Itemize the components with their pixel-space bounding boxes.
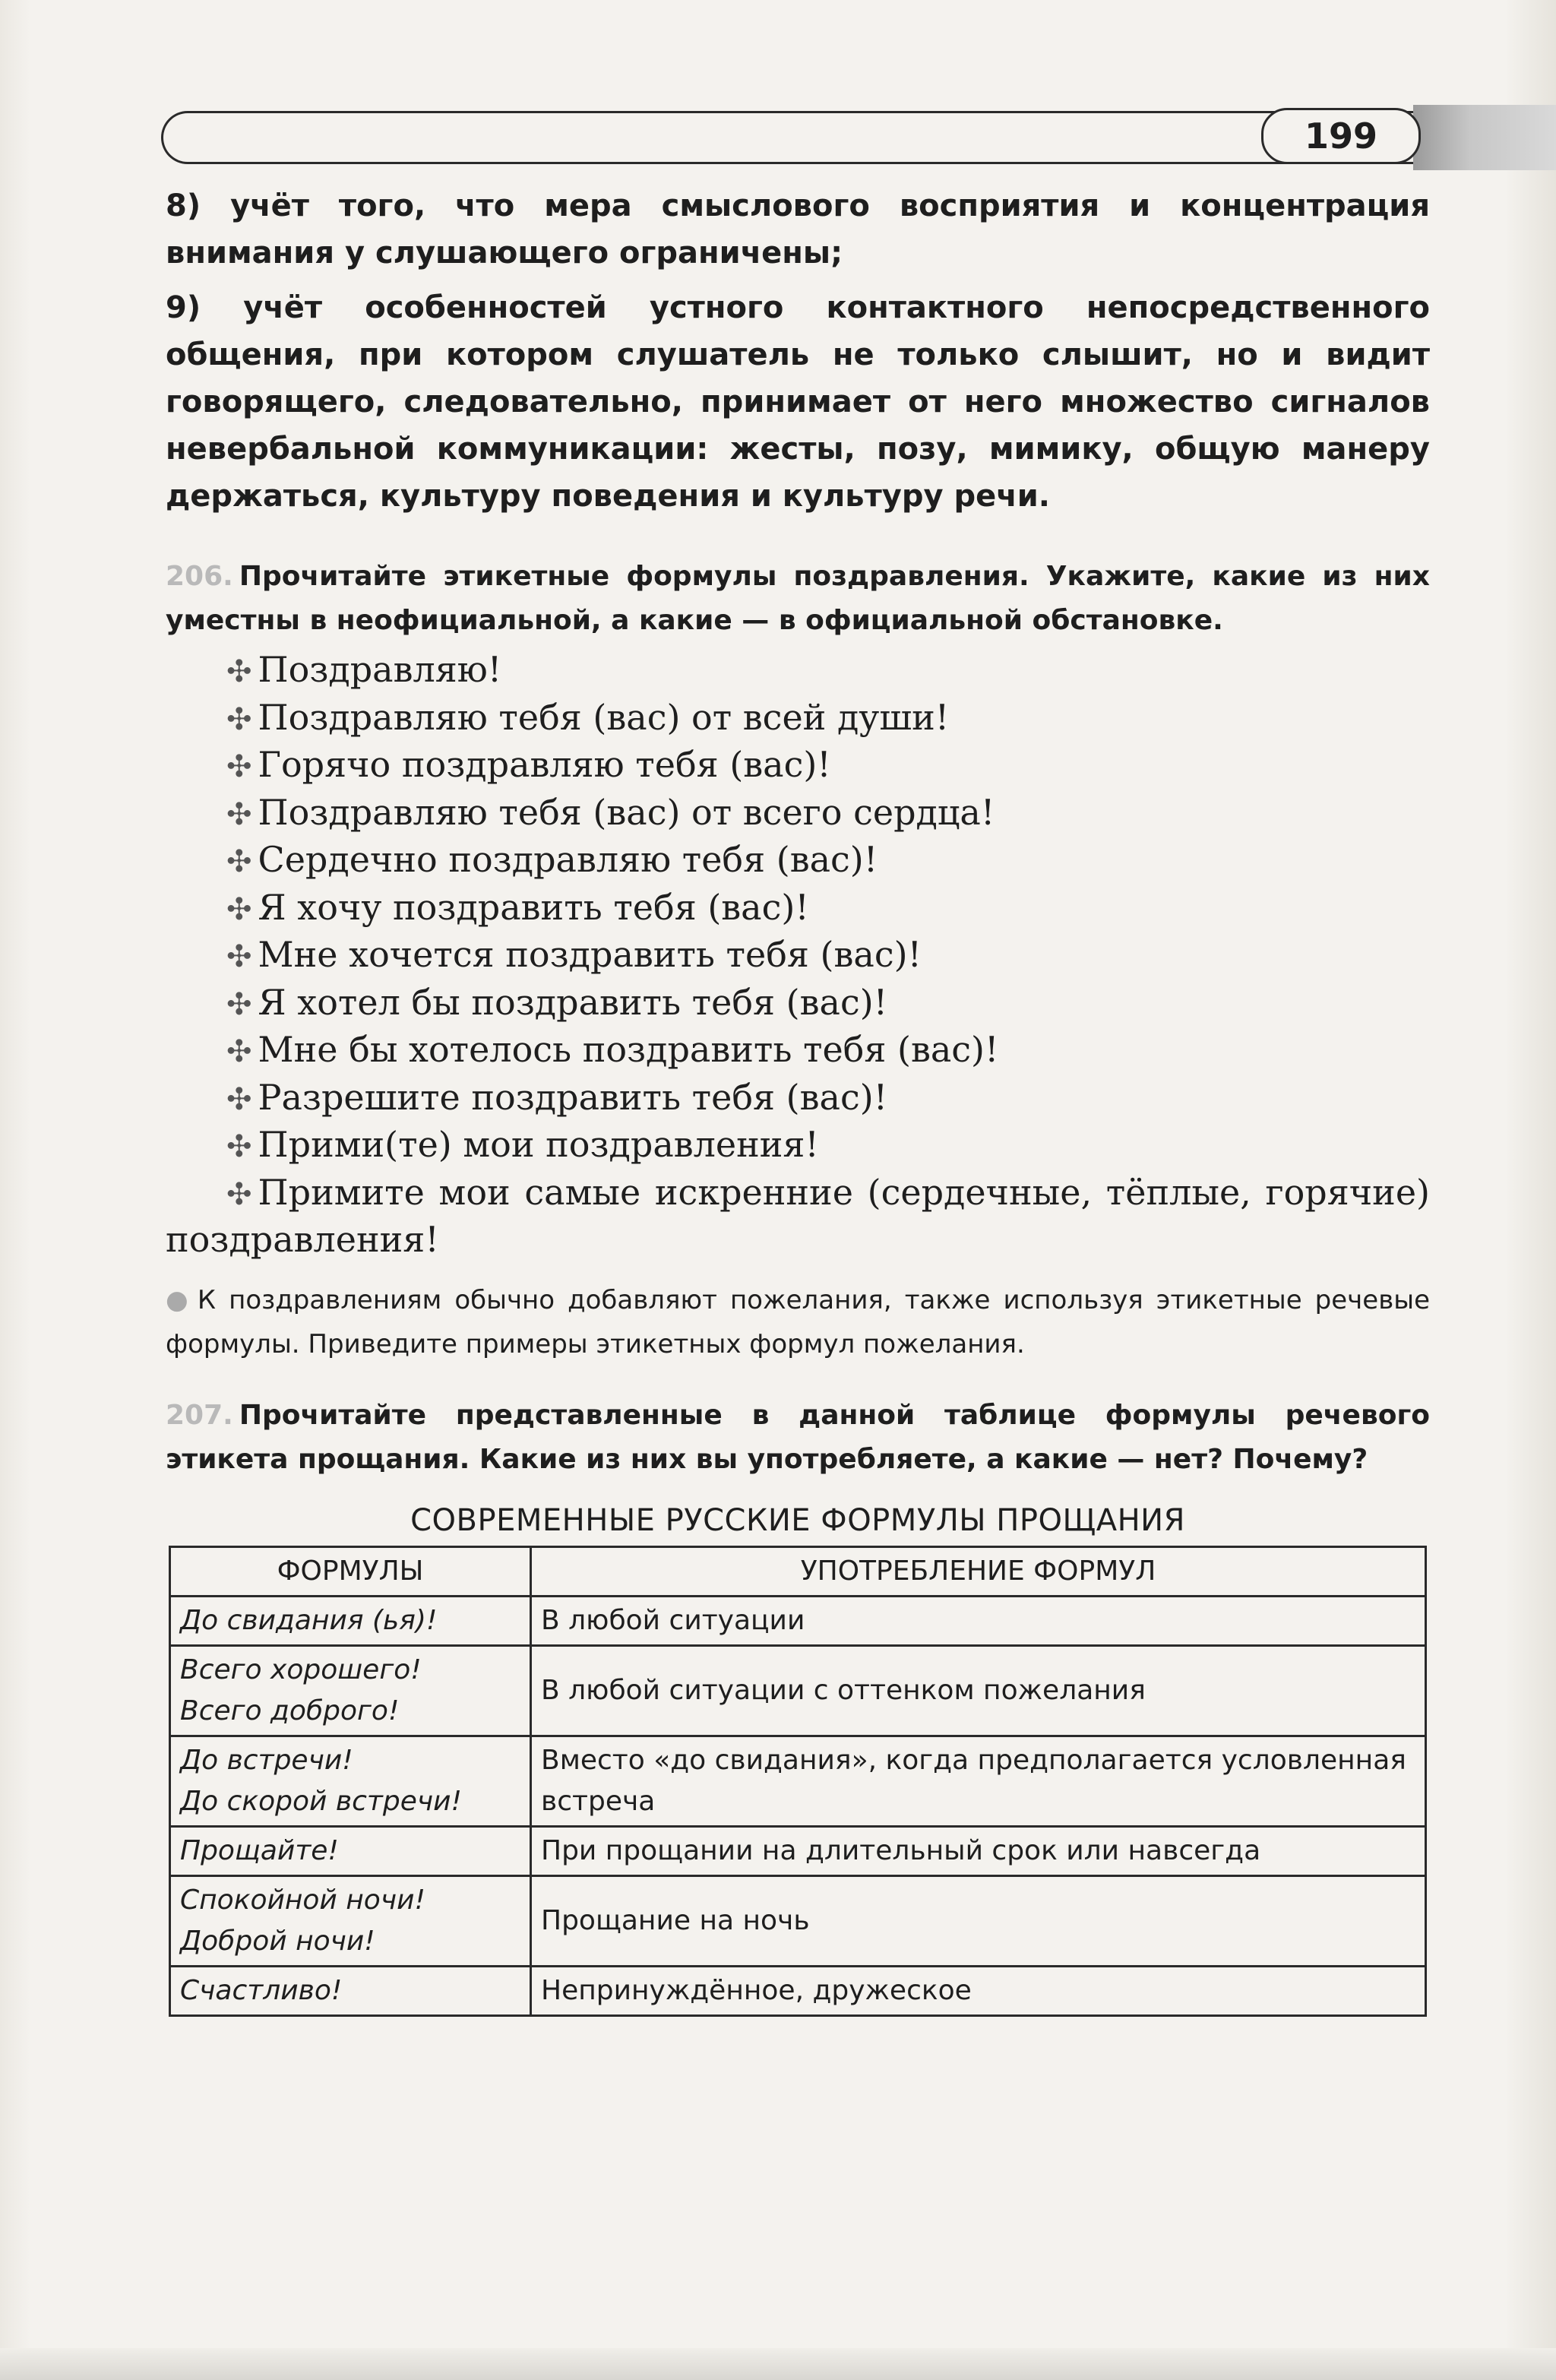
usage-cell: В любой ситуации: [531, 1596, 1426, 1645]
list-item: ✣ Я хотел бы поздравить тебя (вас)!: [226, 981, 888, 1023]
task-207-number: 207.: [166, 1399, 233, 1431]
intro-item-8: 8) учёт того, что мера смыслового восприятия и концентрация внимания у слушающего ограничены;: [166, 188, 1430, 271]
bullet-icon: ✣: [226, 654, 252, 689]
list-item: ✣ Горячо поздравляю тебя (вас)!: [226, 744, 831, 785]
formula-cell: Счастливо!: [170, 1966, 531, 2015]
list-item: ✣ Поздравляю тебя (вас) от всего сердца!: [226, 791, 995, 833]
column-header-usage: УПОТРЕБЛЕНИЕ ФОРМУЛ: [531, 1546, 1426, 1596]
usage-cell: Прощание на ночь: [531, 1875, 1426, 1966]
page-number: 199: [1261, 108, 1421, 164]
bullet-icon: ✣: [226, 1081, 252, 1117]
usage-cell: Непринуждённое, дружеское: [531, 1966, 1426, 2015]
bullet-icon: ✣: [226, 1176, 252, 1212]
table-row: [170, 1966, 1426, 2015]
table-row: [170, 1596, 1426, 1645]
intro-item-9: 9) учёт особенностей устного контактного непосредственного общения, при котором слушатель не только слышит, но и видит говорящего, следовательно, принимает от него множество сигналов невербальной коммуникации: жесты, позу, мимику, общую манеру держаться, культуру поведения и культуру речи.: [166, 290, 1430, 514]
formula-cell: До встречи! До скорой встречи!: [170, 1736, 531, 1826]
list-item: ✣ Я хочу поздравить тебя (вас)!: [226, 886, 809, 928]
list-item: ✣ Прими(те) мои поздравления!: [226, 1124, 819, 1165]
usage-cell: Вместо «до свидания», когда предполагается условленная встреча: [531, 1736, 1426, 1826]
note-dot-icon: ●: [166, 1284, 193, 1315]
bullet-icon: ✣: [226, 1034, 252, 1069]
page-header-frame: [161, 111, 1427, 164]
usage-cell: При прощании на длительный срок или навсегда: [531, 1826, 1426, 1875]
task-206-note: ● К поздравлениям обычно добавляют пожелания, также используя этикетные речевые формулы. Приведите примеры этикетных формул пожелания.: [166, 1284, 1430, 1359]
bullet-icon: ✣: [226, 986, 252, 1022]
formula-cell: Всего хорошего! Всего доброго!: [170, 1645, 531, 1736]
list-item: ✣ Мне бы хотелось поздравить тебя (вас)!: [226, 1029, 999, 1070]
task-206: [166, 555, 1430, 643]
table-title: СОВРЕМЕННЫЕ РУССКИЕ ФОРМУЛЫ ПРОЩАНИЯ: [410, 1502, 1185, 1538]
bullet-icon: ✣: [226, 939, 252, 974]
list-item: ✣ Примите мои самые искренние (сердечные, тёплые, горячие) поздравления!: [166, 1171, 1430, 1260]
bullet-icon: ✣: [226, 701, 252, 737]
usage-cell: В любой ситуации с оттенком пожелания: [531, 1645, 1426, 1736]
table-row: [170, 1875, 1426, 1966]
bullet-icon: ✣: [226, 749, 252, 784]
bullet-icon: ✣: [226, 891, 252, 927]
bullet-icon: ✣: [226, 844, 252, 879]
list-item: ✣ Разрешите поздравить тебя (вас)!: [226, 1076, 888, 1118]
task-206-number: 206.: [166, 561, 233, 592]
page-content: [166, 182, 1430, 2017]
formula-cell: До свидания (ья)!: [170, 1596, 531, 1645]
formula-cell: Спокойной ночи! Доброй ночи!: [170, 1875, 531, 1966]
bottom-edge-shade: [0, 2348, 1556, 2380]
task-207: [166, 1394, 1430, 1482]
table-row: [170, 1826, 1426, 1875]
table-header-row: [170, 1546, 1426, 1596]
list-item: ✣ Мне хочется поздравить тебя (вас)!: [226, 934, 922, 975]
bullet-icon: ✣: [226, 1129, 252, 1164]
header-shade: [1413, 105, 1556, 170]
formula-cell: Прощайте!: [170, 1826, 531, 1875]
task-206-text: Прочитайте этикетные формулы поздравления. Укажите, какие из них уместны в неофициальной, а какие — в официальной обстановке.: [166, 561, 1430, 636]
column-header-formulas: ФОРМУЛЫ: [170, 1546, 531, 1596]
greeting-formulas-list: [166, 647, 1430, 1263]
table-row: [170, 1736, 1426, 1826]
list-item: ✣ Сердечно поздравляю тебя (вас)!: [226, 839, 878, 880]
list-item: ✣ Поздравляю!: [226, 649, 502, 690]
task-207-text: Прочитайте представленные в данной таблице формулы речевого этикета прощания. Какие из них вы употребляете, а какие — нет? Почему?: [166, 1399, 1430, 1475]
table-row: [170, 1645, 1426, 1736]
farewell-formulas-table: [169, 1546, 1427, 2017]
bullet-icon: ✣: [226, 796, 252, 832]
list-item: ✣ Поздравляю тебя (вас) от всей души!: [226, 696, 950, 738]
